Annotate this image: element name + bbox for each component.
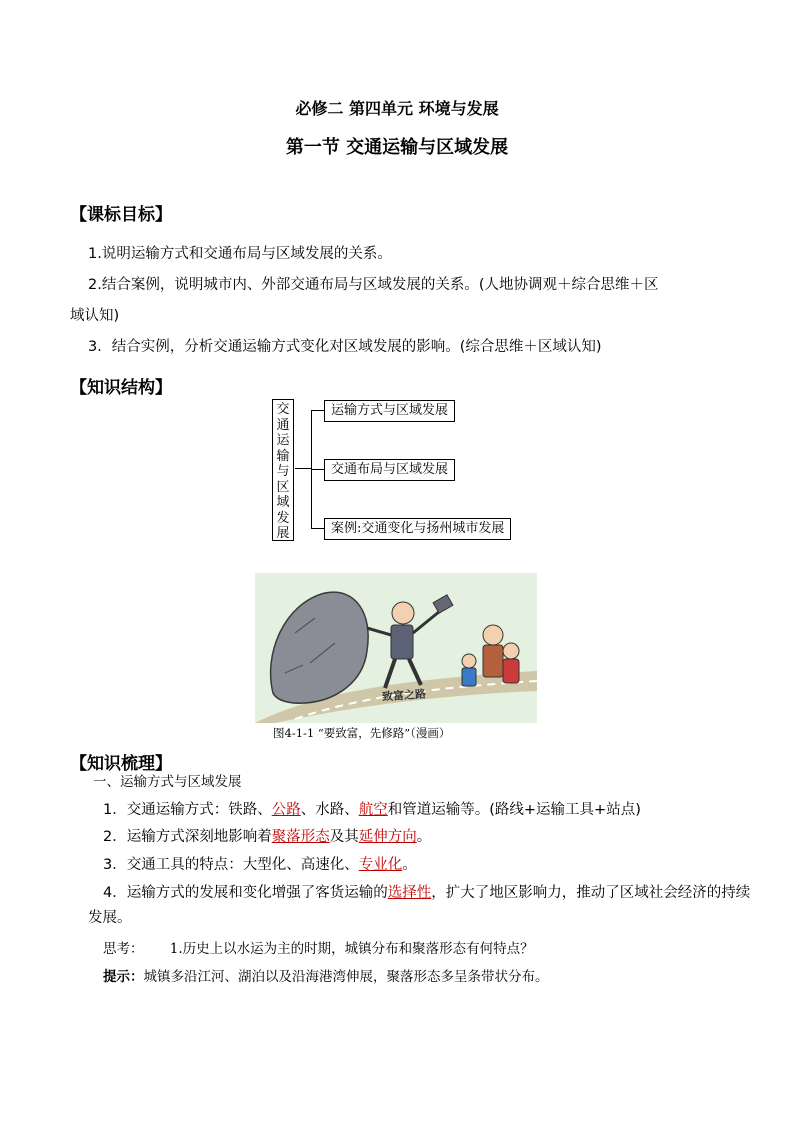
think-label: 思考： [103, 941, 144, 957]
worker-head [392, 602, 414, 624]
connector-1 [311, 410, 325, 411]
think-text: 1.历史上以水运为主的时期，城镇分布和聚落形态有何特点？ [169, 941, 534, 957]
structure-heading: 【知识结构】 [70, 378, 172, 398]
review-heading: 【知识梳理】 [70, 754, 172, 774]
cartoon-illustration [255, 573, 537, 743]
keyword-selectivity: 选择性 [387, 885, 432, 901]
branch-transport-layout: 交通布局与区域发展 [324, 459, 455, 481]
hint-text: 城镇多沿江河、湖泊以及沿海港湾伸展，聚落形态多呈条带状分布。 [143, 969, 549, 985]
review-subheading: 一、运输方式与区域发展 [93, 774, 242, 790]
think-question [103, 937, 534, 957]
connector-h [295, 468, 311, 469]
section-title: 第一节 交通运输与区域发展 [285, 137, 509, 158]
review-line-1: 1．交通运输方式：铁路、公路、水路、航空和管道运输等。(路线+运输工具+站点) [103, 802, 641, 818]
review-line-3: 3．交通工具的特点：大型化、高速化、专业化。 [103, 857, 417, 873]
cartoon-drawing [255, 573, 537, 743]
unit-title: 必修二 第四单元 环境与发展 [295, 99, 499, 118]
goal-item-3: 3．结合实例，分析交通运输方式变化对区域发展的影响。(综合思维＋区域认知) [88, 339, 602, 355]
connector-2 [311, 469, 325, 470]
hint-label: 提示： [103, 969, 144, 985]
review-line-2: 2．运输方式深刻地影响着聚落形态及其延伸方向。 [103, 829, 432, 845]
review-line-4: 4．运输方式的发展和变化增强了客货运输的选择性，扩大了地区影响力，推动了区域社会经济的持续 [103, 885, 751, 901]
road-label: 致富之路 [381, 687, 427, 704]
cartoon-caption: 图4-1-1 “要致富，先修路”（漫画） [273, 726, 451, 740]
keyword-extension-direction: 延伸方向 [358, 829, 417, 845]
keyword-highway: 公路 [271, 802, 301, 818]
review-line-4-cont: 发展。 [88, 910, 132, 926]
goals-heading: 【课标目标】 [70, 205, 172, 225]
keyword-aviation: 航空 [358, 802, 388, 818]
goal-item-2-cont: 域认知) [70, 308, 120, 324]
hint [103, 965, 549, 985]
goal-item-1: 1.说明运输方式和交通布局与区域发展的关系。 [88, 246, 392, 262]
branch-transport-modes: 运输方式与区域发展 [324, 400, 455, 422]
connector-3 [311, 528, 325, 529]
structure-root: 交 通 运 输 与 区 域 发 展 [272, 399, 294, 541]
keyword-settlement-form: 聚落形态 [271, 829, 330, 845]
branch-case-yangzhou: 案例:交通变化与扬州城市发展 [324, 518, 511, 540]
goal-item-2: 2.结合案例，说明城市内、外部交通布局与区域发展的关系。(人地协调观＋综合思维＋区 [88, 277, 659, 293]
keyword-specialization: 专业化 [358, 857, 403, 873]
